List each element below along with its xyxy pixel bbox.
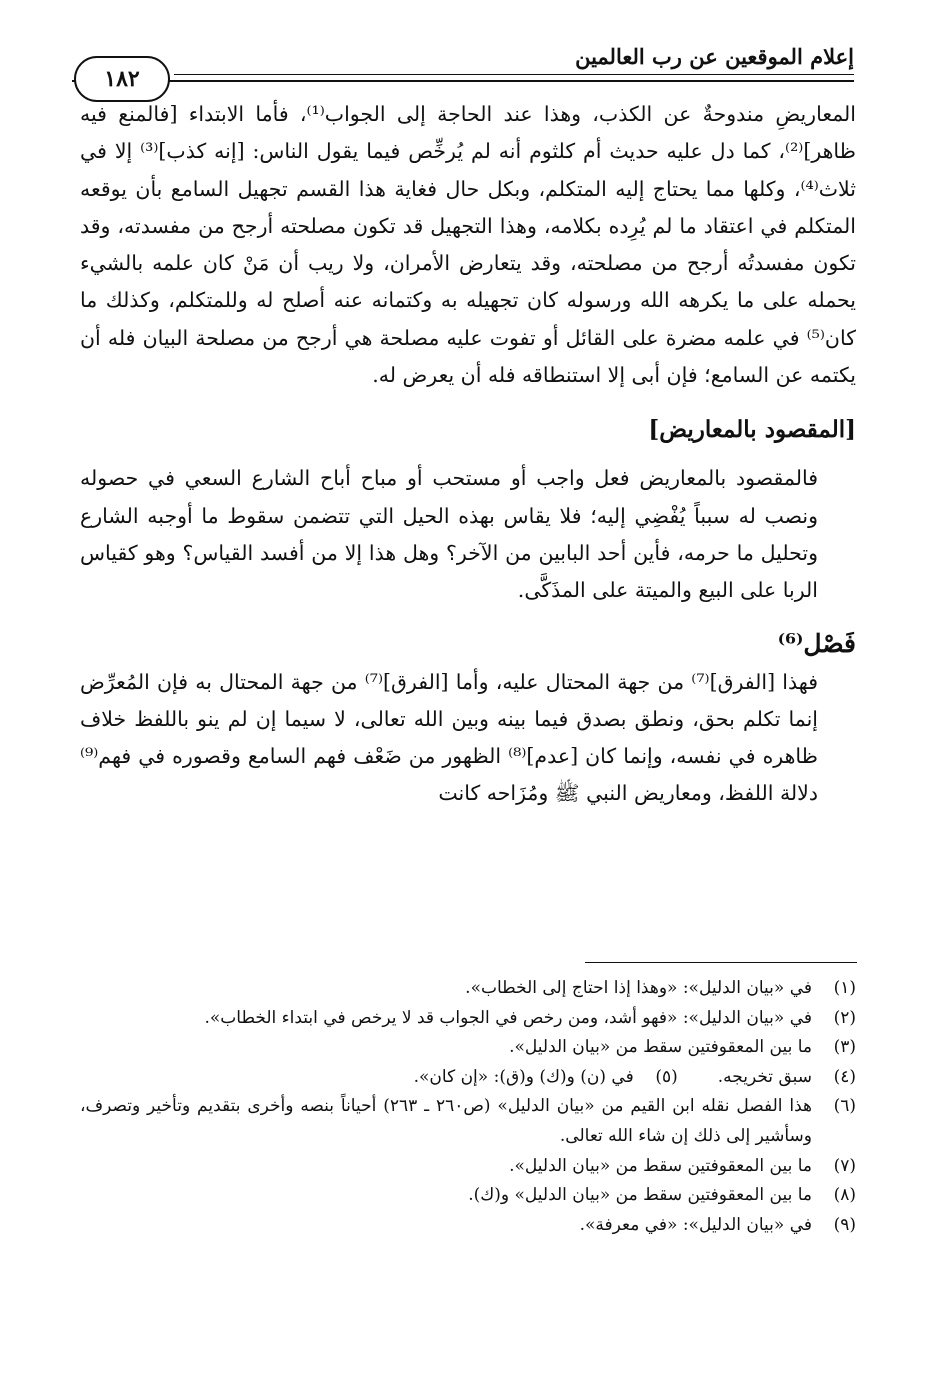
section-heading: [المقصود بالمعاريض] (648, 416, 856, 444)
chapter-heading: فَصْل⁽⁶⁾ (777, 628, 856, 658)
footnote-3 (80, 1033, 856, 1063)
header-rule (174, 74, 854, 75)
footnote-text: في (ن) و(ك) و(ق): «إن كان». (413, 1066, 634, 1087)
footnote-9 (80, 1211, 856, 1241)
footnote-text: ما بين المعقوفتين سقط من «بيان الدليل». (509, 1155, 812, 1176)
footnote-4 (718, 1063, 856, 1093)
footnote-number: (٦) (833, 1096, 856, 1117)
footnote-2 (80, 1004, 856, 1034)
footnote-number: (٤) (833, 1066, 856, 1087)
footnote-number: (٧) (833, 1155, 856, 1176)
page-number: ١٨٢ (74, 56, 170, 102)
footnote-number: (٨) (833, 1185, 856, 1206)
paragraph-2: فالمقصود بالمعاريض فعل واجب أو مستحب أو مباح أباح الشارع السعي في حصوله ونصب له سبباً يُفْضِي إليه؛ فلا يقاس بهذه الحيل التي تتضمن سقوط ما أوجبه الشارع وتحليل ما حرمه، فأين أحد البابين من الآخر؟ وهل هذا إلا من أفسد القياس؟ وهو كقياس الربا على البيع والميتة على المذَكَّى. (80, 466, 818, 603)
footnote-text: في «بيان الدليل»: «وهذا إذا احتاج إلى الخطاب». (465, 978, 812, 998)
main-text (80, 96, 856, 813)
header-rule-thick (72, 80, 854, 82)
footnote-separator (585, 962, 857, 963)
book-title: إعلام الموقعين عن رب العالمين (575, 44, 854, 69)
footnote-number: (٣) (833, 1037, 856, 1058)
footnote-number: (٩) (833, 1214, 856, 1235)
footnote-7 (80, 1152, 856, 1182)
footnote-1 (80, 974, 856, 1004)
footnote-5 (414, 1063, 678, 1093)
footnote-8 (80, 1181, 856, 1211)
footnote-text: ما بين المعقوفتين سقط من «بيان الدليل» و(ك). (468, 1185, 812, 1206)
footnote-number: (٥) (655, 1066, 678, 1087)
footnote-text: في «بيان الدليل»: «في معرفة». (579, 1214, 812, 1235)
paragraph-3: فهذا [الفرق]⁽⁷⁾ من جهة المحتال عليه، وأما [الفرق]⁽⁷⁾ من جهة المحتال به فإن المُعرِّض إنما تكلم بحق، ونطق بصدق فيما بينه وبين الله تعالى، لا سيما إن لم ينو باللفظ خلاف ظاهره في نفسه، وإنما كان [عدم]⁽⁸⁾ الظهور من ضَعْف فهم السامع وقصوره في فهم⁽⁹⁾ دلالة اللفظ، ومعاريض النبي ﷺ ومُزَاحه كانت (80, 669, 818, 806)
footnote-text: في «بيان الدليل»: «فهو أشد، ومن رخص في الجواب قد لا يرخص في ابتداء الخطاب». (204, 1007, 812, 1028)
footnote-6 (80, 1092, 856, 1151)
footnote-number: (١) (833, 978, 856, 998)
running-header (72, 40, 854, 90)
footnote-text: سبق تخريجه. (717, 1066, 812, 1087)
footnote-text: هذا الفصل نقله ابن القيم من «بيان الدليل» (ص٢٦٠ ـ ٢٦٣) أحياناً بنصه وأخرى بتقديم وتأخير وتصرف، وسأشير إلى ذلك إن شاء الله تعالى. (80, 1096, 812, 1146)
footnote-number: (٢) (833, 1007, 856, 1028)
paragraph-1: المعاريضِ مندوحةٌ عن الكذب، وهذا عند الحاجة إلى الجواب⁽¹⁾، فأما الابتداء [فالمنع فيه ظاهر]⁽²⁾، كما دل عليه حديث أم كلثوم أنه لم يُرخِّص فيما يقول الناس: [إنه كذب]⁽³⁾ إلا في ثلاث⁽⁴⁾، وكلها مما يحتاج إليه المتكلم، وبكل حال فغاية هذا القسم تجهيل السامع بأن يوقعه المتكلم في اعتقاد ما لم يُرِده بكلامه، وهذا التجهيل قد تكون مصلحته أرجح من مفسدته، وقد تكون مفسدتُه أرجح من مصلحته، وقد يتعارض الأمران، ولا ريب أن مَنْ كان علمه بالشيء يحمله على ما يكرهه الله ورسوله كان تجهيله به وكتمانه عنه أصلح له وللمتكلم، وكذلك ما كان⁽⁵⁾ في علمه مضرة على القائل أو تفوت عليه مصلحة هي أرجح من مصلحة البيان فله أن يكتمه عن السامع؛ فإن أبى إلا استنطاقه فله أن يعرض له. (80, 102, 856, 388)
footnotes (80, 974, 856, 1240)
footnote-text: ما بين المعقوفتين سقط من «بيان الدليل». (509, 1037, 812, 1058)
footnote-row-4-5 (80, 1063, 856, 1093)
